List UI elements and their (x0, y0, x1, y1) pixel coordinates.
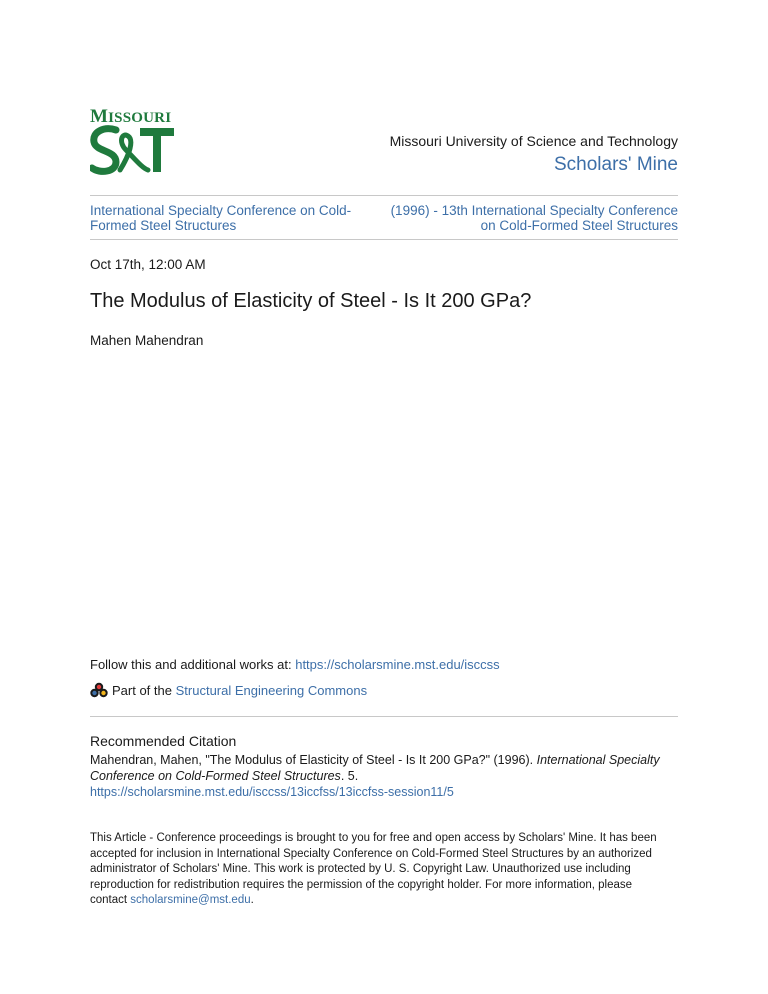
divider-top (90, 195, 678, 196)
logo-wordmark: MISSOURI (90, 106, 172, 127)
contact-email-link[interactable]: scholarsmine@mst.edu (130, 894, 251, 906)
commons-network-icon (90, 682, 108, 698)
repository-link[interactable]: Scholars' Mine (553, 154, 678, 175)
part-of-prefix: Part of the (112, 682, 172, 698)
citation-text-start: Mahendran, Mahen, "The Modulus of Elasticity of Steel - Is It 200 GPa?" (1996). (90, 753, 537, 767)
breadcrumb-conference-link[interactable]: International Specialty Conference on Cold-Formed Steel Structures (90, 203, 352, 233)
citation-url-link[interactable]: https://scholarsmine.mst.edu/isccss/13iccfss/13iccfss-session11/5 (90, 785, 454, 799)
article-author: Mahen Mahendran (90, 333, 204, 348)
breadcrumb-proceedings-link[interactable]: (1996) - 13th International Specialty Conference on Cold-Formed Steel Structures (390, 203, 678, 233)
divider-citation (90, 716, 678, 717)
rights-end: . (250, 894, 254, 906)
citation-text (90, 752, 678, 800)
structural-engineering-commons-link[interactable]: Structural Engineering Commons (175, 682, 368, 698)
follow-line (90, 657, 500, 672)
article-date: Oct 17th, 12:00 AM (90, 257, 206, 272)
logo-st-mark (90, 124, 176, 176)
missouri-st-logo[interactable] (90, 106, 180, 176)
citation-heading: Recommended Citation (90, 733, 237, 749)
rights-statement (90, 831, 660, 909)
citation-text-end: . 5. (340, 769, 359, 783)
part-of-line (90, 682, 367, 698)
article-title: The Modulus of Elasticity of Steel - Is It 200 GPa? (90, 290, 532, 312)
follow-prefix: Follow this and additional works at: (90, 657, 296, 672)
follow-url-link[interactable]: https://scholarsmine.mst.edu/isccss (295, 657, 500, 672)
citation-journal: International Specialty Conference on Cold-Formed Steel Structures (90, 753, 660, 783)
university-name: Missouri University of Science and Technology (389, 133, 678, 149)
divider-breadcrumb (90, 239, 678, 240)
rights-text: This Article - Conference proceedings is brought to you for free and open access by Scholars' Mine. It has been accepted for inclusion in International Specialty Conference on Cold-Formed Steel Structures by an authorized administrator of Scholars' Mine. This work is protected by U. S. Copyright Law. Unauthorized use including reproduction for redistribution requires the permission of the copyright holder. For more information, please contact (90, 832, 657, 906)
